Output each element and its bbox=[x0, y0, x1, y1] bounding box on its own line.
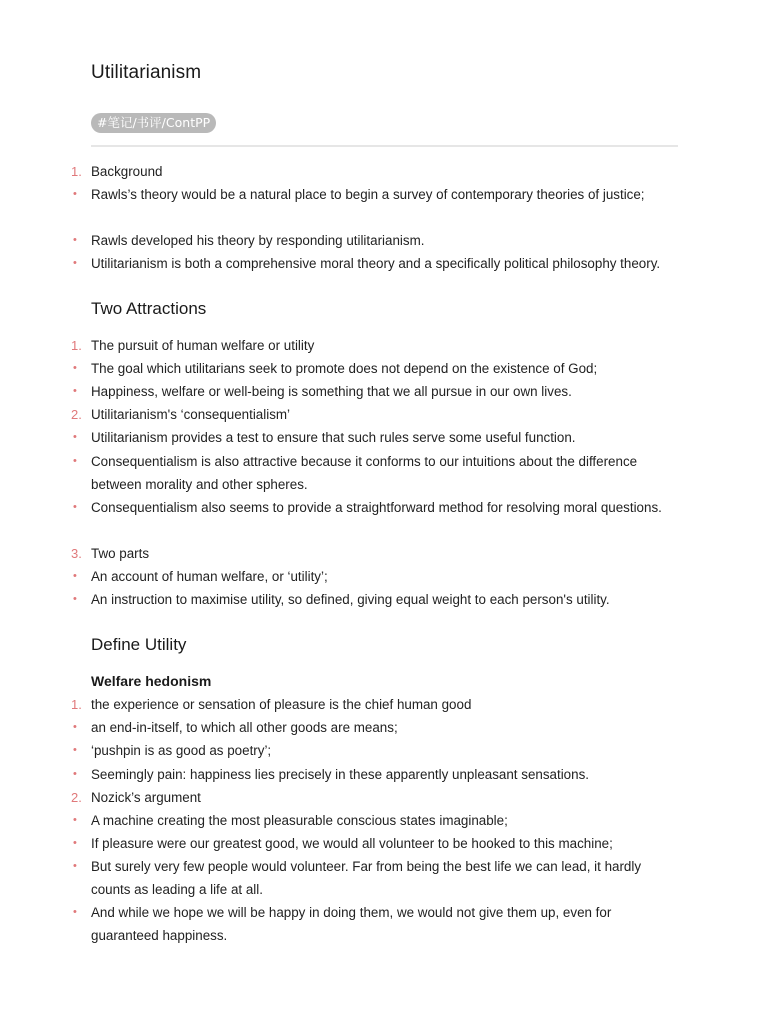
tag-badge[interactable]: #笔记/书评/ContPP bbox=[91, 113, 216, 133]
list-item-text: ‘pushpin is as good as poetry’; bbox=[91, 743, 272, 758]
list-item-text: A machine creating the most pleasurable conscious states imaginable; bbox=[91, 813, 508, 828]
list-item bbox=[73, 496, 681, 519]
list-item bbox=[71, 334, 681, 357]
list-marker: 3. bbox=[71, 546, 82, 561]
list-item-text: Seemingly pain: happiness lies precisely in these apparently unpleasant sensations. bbox=[91, 767, 589, 782]
list-item bbox=[71, 542, 681, 565]
list-item-text: Consequentialism also seems to provide a straightforward method for resolving moral questions. bbox=[91, 500, 662, 515]
list-item bbox=[71, 693, 681, 716]
list-item-text: Rawls’s theory would be a natural place to begin a survey of contemporary theories of justice; bbox=[91, 187, 645, 202]
list-item-text: Background bbox=[91, 164, 163, 179]
list-item-text: Happiness, welfare or well-being is something that we all pursue in our own lives. bbox=[91, 384, 572, 399]
list-item bbox=[73, 809, 681, 832]
list-item bbox=[71, 160, 681, 183]
list-item bbox=[73, 252, 681, 275]
bullet-marker: • bbox=[73, 385, 77, 397]
list-marker: 2. bbox=[71, 407, 82, 422]
bullet-marker: • bbox=[73, 455, 77, 467]
bullet-marker: • bbox=[73, 860, 77, 872]
list-item-text: Nozick’s argument bbox=[91, 790, 201, 805]
list-item-text: Utilitarianism is both a comprehensive moral theory and a specifically political philosophy theory. bbox=[91, 256, 661, 271]
bullet-marker: • bbox=[73, 593, 77, 605]
list-item bbox=[73, 450, 681, 496]
subsection-heading: Welfare hedonism bbox=[91, 673, 212, 689]
list-item bbox=[73, 229, 681, 252]
page-title: Utilitarianism bbox=[91, 62, 202, 83]
divider bbox=[91, 145, 678, 147]
bullet-marker: • bbox=[73, 188, 77, 200]
section-heading: Define Utility bbox=[91, 635, 187, 654]
list-item bbox=[73, 716, 681, 739]
list-item-text: an end-in-itself, to which all other goods are means; bbox=[91, 720, 398, 735]
list-item bbox=[71, 786, 681, 809]
bullet-marker: • bbox=[73, 744, 77, 756]
list-item bbox=[73, 380, 681, 403]
list-item-text: Rawls developed his theory by responding utilitarianism. bbox=[91, 233, 425, 248]
bullet-marker: • bbox=[73, 906, 77, 918]
list-item-text: Utilitarianism provides a test to ensure that such rules serve some useful function. bbox=[91, 430, 576, 445]
list-marker: 1. bbox=[71, 338, 82, 353]
list-item bbox=[71, 403, 681, 426]
list-item-text: If pleasure were our greatest good, we would all volunteer to be hooked to this machine; bbox=[91, 836, 613, 851]
bullet-marker: • bbox=[73, 431, 77, 443]
bullet-marker: • bbox=[73, 814, 77, 826]
list-item-text: And while we hope we will be happy in doing them, we would not give them up, even for guaranteed happiness. bbox=[91, 905, 612, 943]
bullet-marker: • bbox=[73, 501, 77, 513]
list-item-text: But surely very few people would volunteer. Far from being the best life we can lead, it hardly counts as leading a life at all. bbox=[91, 859, 642, 897]
list-item-text: An instruction to maximise utility, so defined, giving equal weight to each person's utility. bbox=[91, 592, 610, 607]
bullet-marker: • bbox=[73, 570, 77, 582]
bullet-marker: • bbox=[73, 768, 77, 780]
list-item-text: Two parts bbox=[91, 546, 150, 561]
list-item bbox=[73, 565, 681, 588]
list-item bbox=[73, 588, 681, 611]
list-marker: 2. bbox=[71, 790, 82, 805]
list-item-text: Consequentialism is also attractive because it conforms to our intuitions about the difference between morality and other spheres. bbox=[91, 454, 638, 492]
bullet-marker: • bbox=[73, 721, 77, 733]
list-item-text: Utilitarianism's ‘consequentialism’ bbox=[91, 407, 291, 422]
list-item bbox=[73, 901, 681, 947]
list-item-text: The goal which utilitarians seek to promote does not depend on the existence of God; bbox=[91, 361, 598, 376]
bullet-marker: • bbox=[73, 257, 77, 269]
list-item bbox=[73, 183, 681, 206]
list-item bbox=[73, 426, 681, 449]
list-item-text: the experience or sensation of pleasure is the chief human good bbox=[91, 697, 472, 712]
bullet-marker: • bbox=[73, 362, 77, 374]
list-item bbox=[73, 763, 681, 786]
bullet-marker: • bbox=[73, 837, 77, 849]
list-marker: 1. bbox=[71, 164, 82, 179]
list-item-text: The pursuit of human welfare or utility bbox=[91, 338, 315, 353]
list-marker: 1. bbox=[71, 697, 82, 712]
list-item bbox=[73, 357, 681, 380]
list-item-text: An account of human welfare, or ‘utility’; bbox=[91, 569, 328, 584]
bullet-marker: • bbox=[73, 234, 77, 246]
list-item bbox=[73, 855, 681, 901]
list-item bbox=[73, 739, 681, 762]
list-item bbox=[73, 832, 681, 855]
section-heading: Two Attractions bbox=[91, 299, 207, 318]
